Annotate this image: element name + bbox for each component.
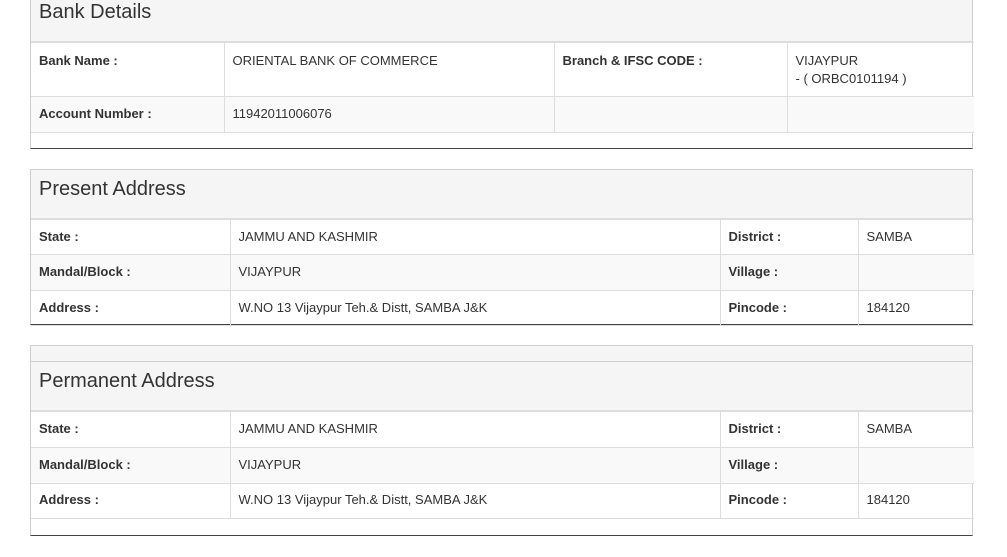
village-label: Village : [720, 448, 858, 484]
present-address-title: Present Address [39, 178, 186, 200]
mandal-block-label: Mandal/Block : [31, 448, 230, 484]
address-label: Address : [31, 291, 230, 326]
state-value: JAMMU AND KASHMIR [230, 220, 720, 255]
bank-details-header [31, 0, 972, 42]
branch-name: VIJAYPUR [795, 53, 859, 68]
permanent-address-top-strip [31, 345, 972, 362]
empty-cell [554, 97, 787, 133]
bank-details-panel [30, 0, 973, 149]
pincode-value: 184120 [858, 484, 974, 519]
state-label: State : [31, 412, 230, 448]
present-address-header [31, 170, 972, 219]
mandal-block-label: Mandal/Block : [31, 255, 230, 291]
empty-cell [787, 97, 974, 133]
mandal-block-value: VIJAYPUR [230, 255, 720, 291]
pincode-label: Pincode : [720, 484, 858, 519]
permanent-address-table [31, 411, 974, 519]
permanent-address-title: Permanent Address [39, 370, 215, 392]
address-label: Address : [31, 484, 230, 519]
branch-ifsc-value [787, 43, 974, 97]
table-row [31, 291, 974, 326]
bank-details-title: Bank Details [39, 1, 152, 23]
account-number-value: 11942011006076 [224, 97, 554, 133]
village-value [858, 448, 974, 484]
district-value: SAMBA [858, 220, 974, 255]
present-address-panel [30, 169, 973, 325]
pincode-value: 184120 [858, 291, 974, 326]
permanent-address-header [31, 362, 972, 411]
table-row [31, 412, 974, 448]
table-row [31, 255, 974, 291]
table-row [31, 448, 974, 484]
district-label: District : [720, 412, 858, 448]
mandal-block-value: VIJAYPUR [230, 448, 720, 484]
bank-name-label: Bank Name : [31, 43, 224, 97]
table-row [31, 484, 974, 519]
address-value: W.NO 13 Vijaypur Teh.& Distt, SAMBA J&K [230, 291, 720, 326]
account-number-label: Account Number : [31, 97, 224, 133]
bank-details-table [31, 42, 974, 133]
village-label: Village : [720, 255, 858, 291]
bank-name-value: ORIENTAL BANK OF COMMERCE [224, 43, 554, 97]
table-row [31, 43, 974, 97]
pincode-label: Pincode : [720, 291, 858, 326]
table-row [31, 220, 974, 255]
present-address-table [31, 219, 974, 326]
state-value: JAMMU AND KASHMIR [230, 412, 720, 448]
address-value: W.NO 13 Vijaypur Teh.& Distt, SAMBA J&K [230, 484, 720, 519]
village-value [858, 255, 974, 291]
district-label: District : [720, 220, 858, 255]
ifsc-code: - ( ORBC0101194 ) [795, 71, 907, 86]
permanent-address-panel [30, 345, 973, 536]
state-label: State : [31, 220, 230, 255]
district-value: SAMBA [858, 412, 974, 448]
branch-ifsc-label: Branch & IFSC CODE : [554, 43, 787, 97]
table-row [31, 97, 974, 133]
